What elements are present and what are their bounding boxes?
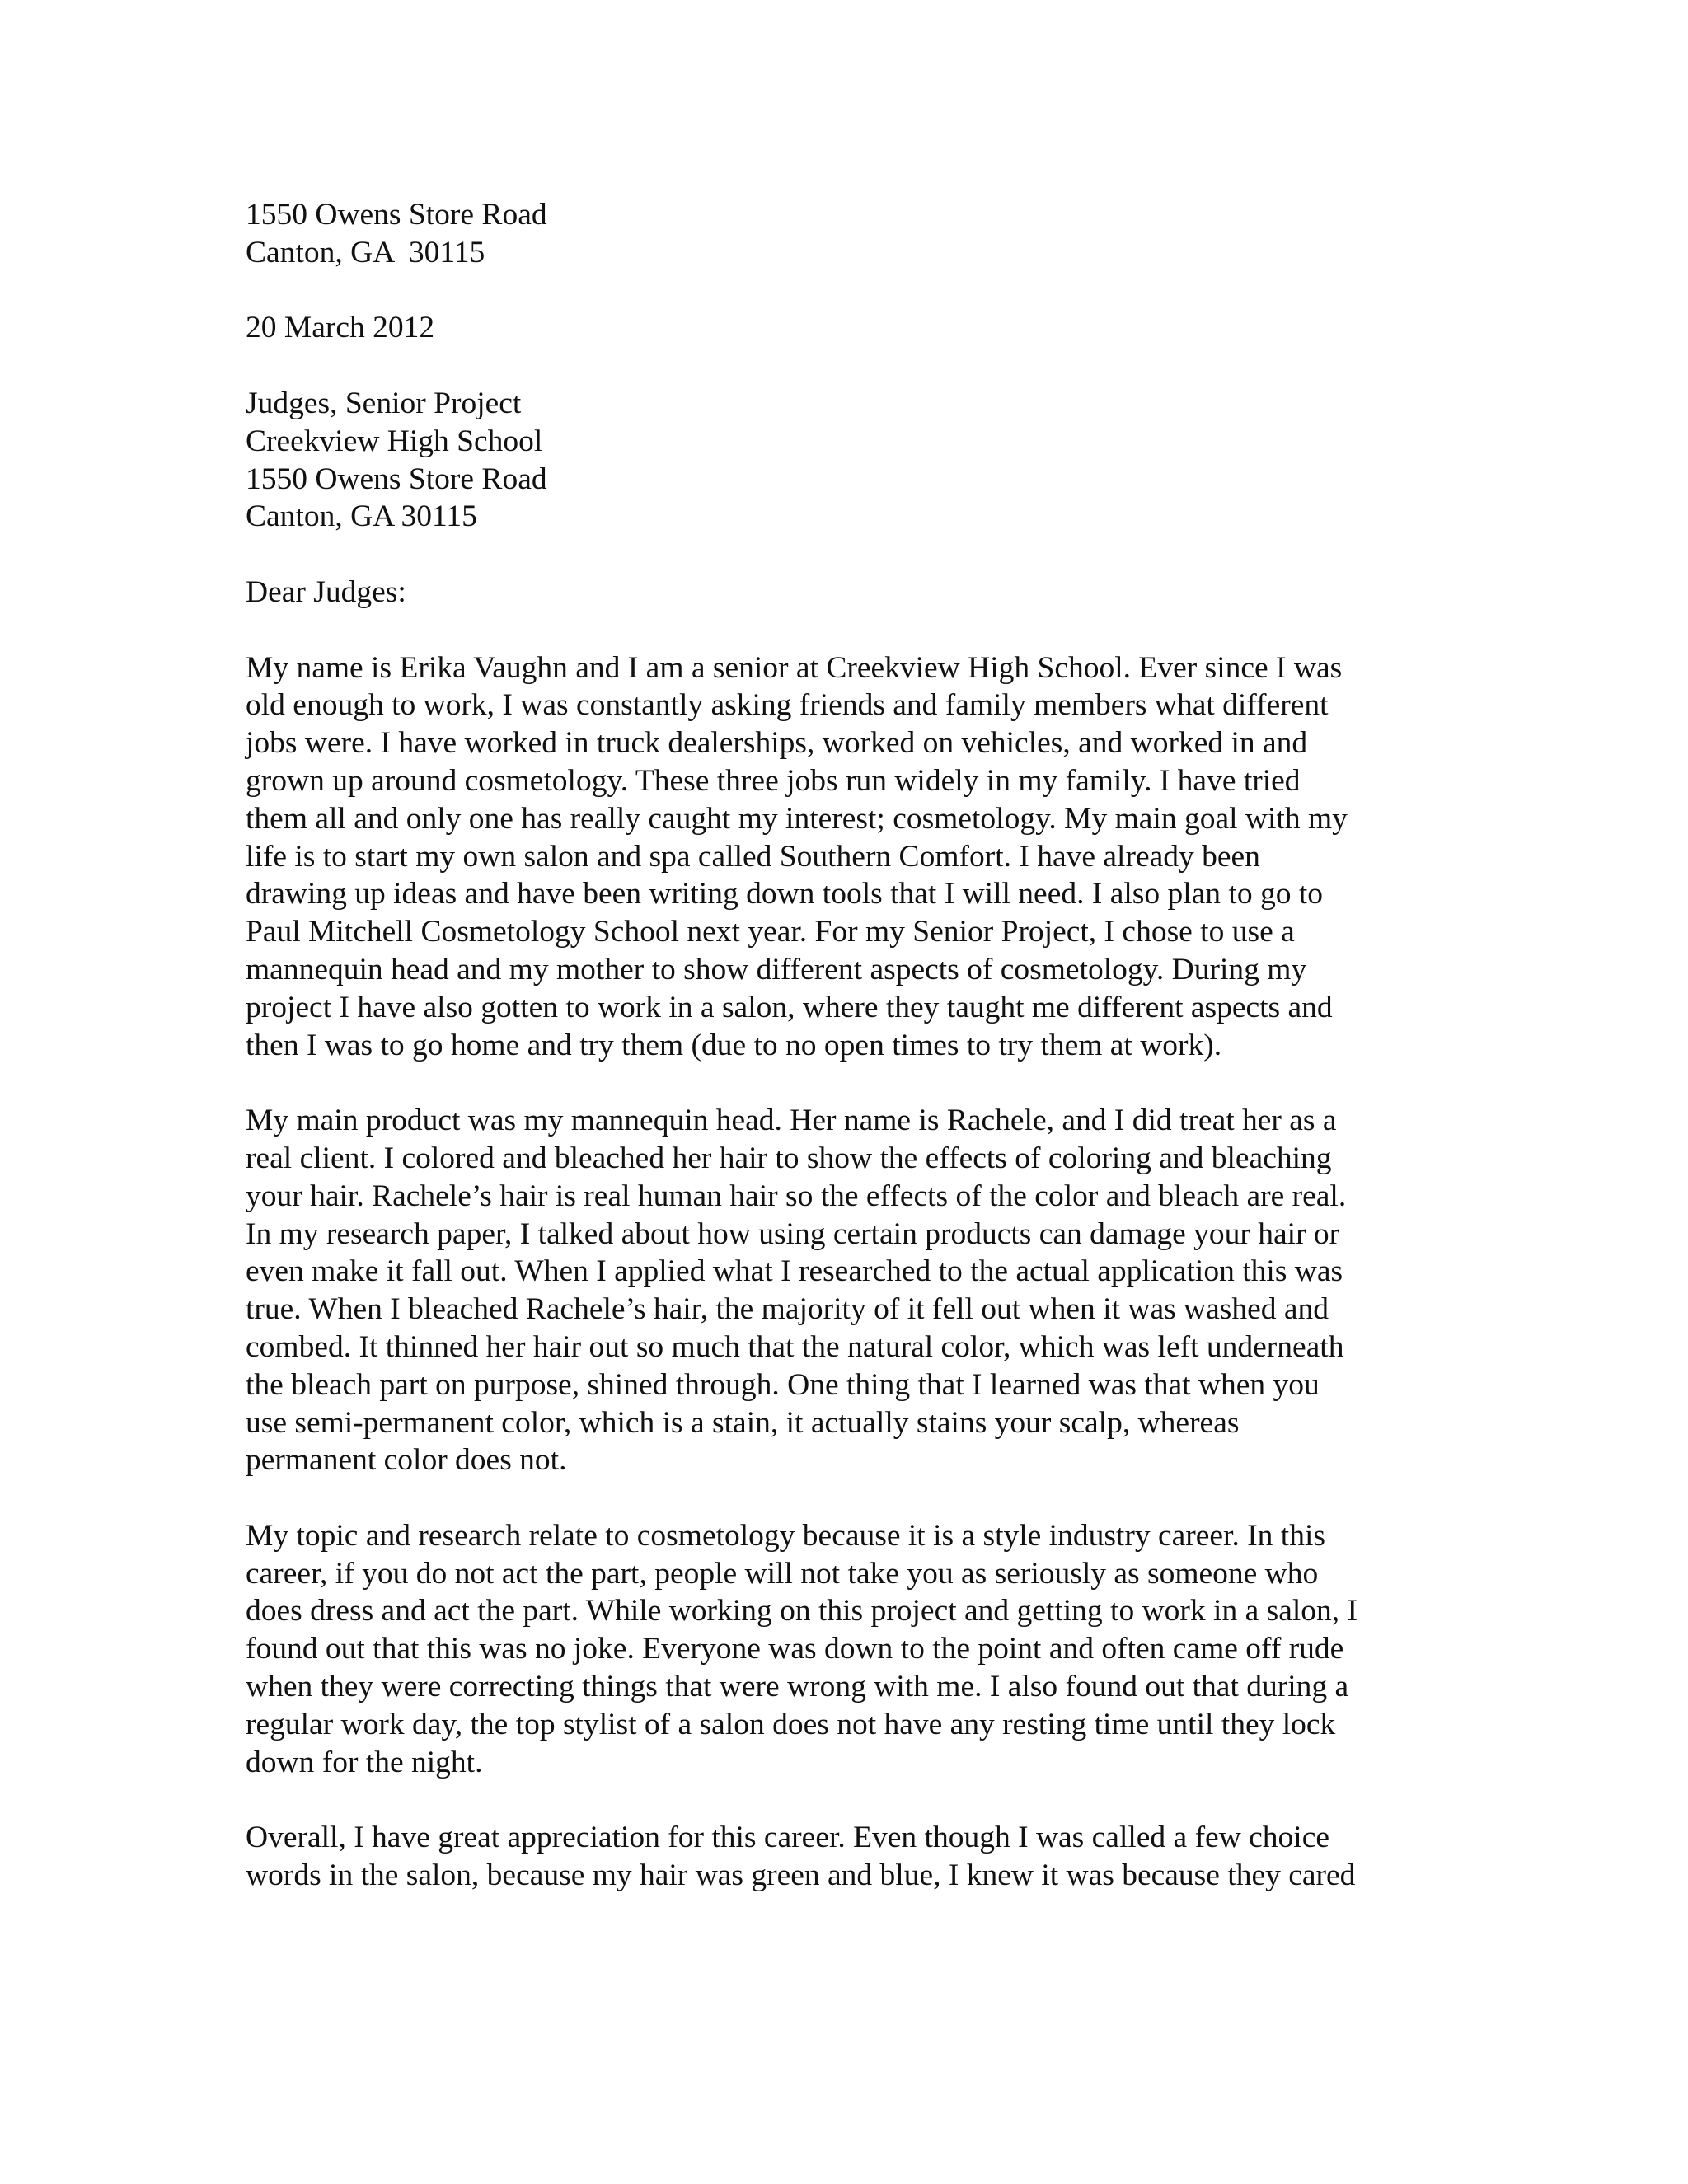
recipient-line-1: Judges, Senior Project [246,386,522,420]
paragraph-line: My name is Erika Vaughn and I am a senior at Creekview High School. Ever since I was [246,650,1343,685]
paragraph-line: found out that this was no joke. Everyone was down to the point and often came off rude [246,1632,1344,1666]
letter-date-block [246,309,1449,347]
paragraph-line: My main product was my mannequin head. Her name is Rachele, and I did treat her as a [246,1104,1337,1138]
recipient-address [246,385,1449,536]
paragraph-line: drawing up ideas and have been writing down tools that I will need. I also plan to go to [246,877,1324,912]
salutation-block [246,574,1449,612]
letter-body [246,196,1449,1933]
body-paragraph [246,1102,1449,1479]
paragraph-line: when they were correcting things that were wrong with me. I also found out that during a [246,1670,1349,1704]
paragraph-line: grown up around cosmetology. These three jobs run widely in my family. I have tried [246,763,1301,798]
paragraph-line: life is to start my own salon and spa called Southern Comfort. I have already been [246,839,1260,874]
paragraph-line: words in the salon, because my hair was green and blue, I knew it was because they cared [246,1858,1356,1893]
paragraph-line: mannequin head and my mother to show different aspects of cosmetology. During my [246,952,1307,987]
paragraph-line: Paul Mitchell Cosmetology School next year. For my Senior Project, I chose to use a [246,915,1295,949]
sender-city-state-zip: Canton, GA 30115 [246,235,485,269]
recipient-street: 1550 Owens Store Road [246,462,547,496]
paragraph-line: does dress and act the part. While working on this project and getting to work in a salon, I [246,1594,1357,1629]
paragraph-line: In my research paper, I talked about how using certain products can damage your hair or [246,1216,1340,1251]
paragraph-line: My topic and research relate to cosmetology because it is a style industry career. In this [246,1518,1325,1553]
paragraph-line: the bleach part on purpose, shined through. One thing that I learned was that when you [246,1367,1320,1402]
paragraph-line: true. When I bleached Rachele’s hair, the majority of it fell out when it was washed and [246,1292,1329,1327]
letter-date: 20 March 2012 [246,311,435,345]
paragraph-line: permanent color does not. [246,1443,567,1478]
paragraph-line: then I was to go home and try them (due to no open times to try them at work). [246,1028,1222,1062]
paragraph-line: regular work day, the top stylist of a salon does not have any resting time until they lock [246,1707,1336,1741]
recipient-city-state-zip: Canton, GA 30115 [246,499,477,534]
recipient-line-2: Creekview High School [246,424,543,458]
paragraph-line: Overall, I have great appreciation for this career. Even though I was called a few choice [246,1821,1330,1855]
paragraph-line: project I have also gotten to work in a salon, where they taught me different aspects and [246,990,1333,1024]
paragraph-line: use semi-permanent color, which is a stain, it actually stains your scalp, whereas [246,1405,1240,1440]
letter-paragraphs [246,649,1449,1895]
paragraph-line: them all and only one has really caught my interest; cosmetology. My main goal with my [246,801,1348,836]
paragraph-line: jobs were. I have worked in truck dealerships, worked on vehicles, and worked in and [246,726,1308,761]
sender-street: 1550 Owens Store Road [246,198,547,232]
paragraph-line: even make it fall out. When I applied what I researched to the actual application this was [246,1254,1343,1289]
sender-address [246,196,1449,272]
paragraph-line: career, if you do not act the part, people will not take you as seriously as someone who [246,1556,1319,1591]
paragraph-line: real client. I colored and bleached her hair to show the effects of coloring and bleaching [246,1141,1332,1175]
body-paragraph [246,649,1449,1065]
paragraph-line: old enough to work, I was constantly asking friends and family members what different [246,688,1329,723]
paragraph-line: your hair. Rachele’s hair is real human hair so the effects of the color and bleach are real. [246,1179,1347,1213]
body-paragraph [246,1819,1449,1895]
salutation: Dear Judges: [246,574,406,609]
paragraph-line: combed. It thinned her hair out so much that the natural color, which was left underneath [246,1329,1344,1364]
body-paragraph [246,1517,1449,1782]
paragraph-line: down for the night. [246,1745,483,1779]
